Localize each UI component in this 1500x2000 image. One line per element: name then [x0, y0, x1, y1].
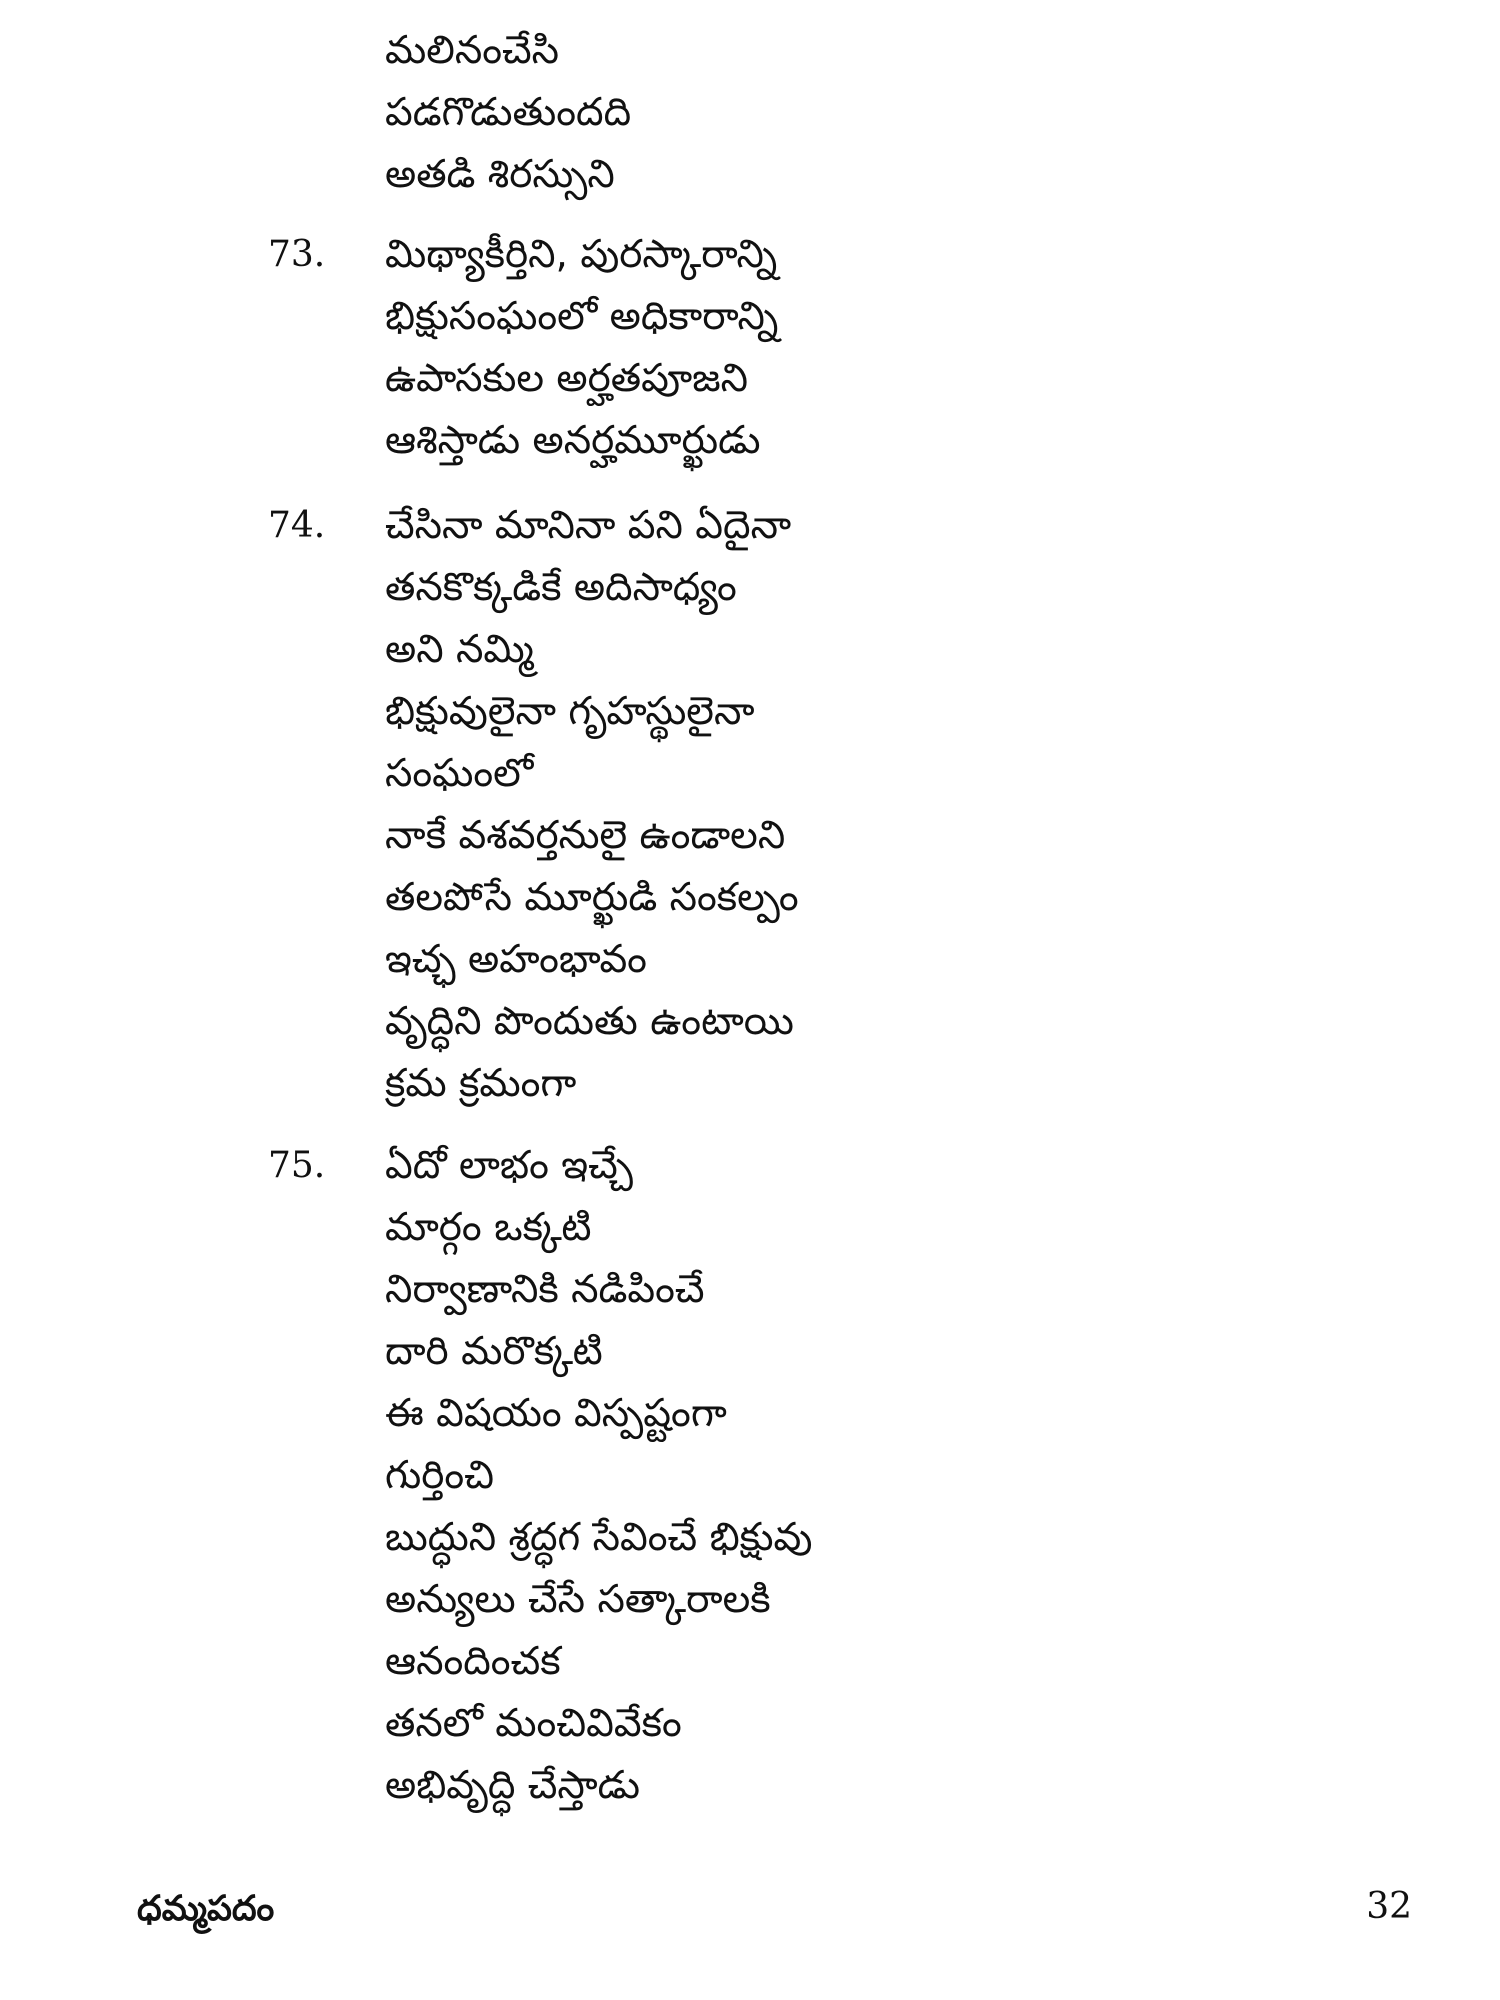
- verse-body: [385, 1135, 812, 1817]
- verse-line: మార్గం ఒక్కటి: [385, 1205, 592, 1250]
- verse-line: మలినంచేసి: [385, 28, 560, 73]
- verse-number: 74.: [268, 505, 326, 546]
- verse-line: దారి మరొక్కటి: [385, 1329, 603, 1374]
- verse-line: ఉపాసకుల అర్హతపూజని: [385, 356, 749, 401]
- verse-line: తలపోసే మూర్ఖుడి సంకల్పం: [385, 875, 799, 920]
- verse-line: అభివృద్ధి చేస్తాడు: [385, 1763, 640, 1808]
- verse-line: ఆనందించక: [385, 1639, 561, 1684]
- verse-line: నాకే వశవర్తనులై ఉండాలని: [385, 813, 786, 858]
- verse-line: భిక్షుసంఘంలో అధికారాన్ని: [385, 294, 779, 339]
- verse-line: గుర్తించి: [385, 1453, 495, 1498]
- continued-verse: [385, 20, 631, 206]
- verse-body: [385, 495, 799, 1115]
- verse-line: అని నమ్మి: [385, 627, 534, 672]
- verse-line: పడగొడుతుందది: [385, 90, 632, 135]
- verse-line: వృద్ధిని పొందుతు ఉంటాయి: [385, 999, 794, 1044]
- verse-line: మిథ్యాకీర్తిని, పురస్కారాన్ని: [385, 232, 778, 277]
- verse-line: ఈ విషయం విస్పష్టంగా: [385, 1391, 727, 1436]
- verse-line: ఆశిస్తాడు అనర్హమూర్ఖుడు: [385, 418, 761, 463]
- verse-line: నిర్వాణానికి నడిపించే: [385, 1267, 705, 1312]
- verse-body: [385, 224, 778, 472]
- verse-line: బుద్ధుని శ్రద్ధగ సేవించే భిక్షువు: [385, 1515, 813, 1560]
- book-title: ధమ్మపదం: [137, 1889, 275, 1929]
- verse-line: ఏదో లాభం ఇచ్చే: [385, 1143, 633, 1188]
- verse-line: తనకొక్కడికే అదిసాధ్యం: [385, 565, 737, 610]
- verse-line: ఇచ్ఛ అహంభావం: [385, 937, 647, 982]
- verse-line: చేసినా మానినా పని ఏదైనా: [385, 503, 792, 548]
- verse-number: 73.: [268, 234, 326, 275]
- verse-line: క్రమ క్రమంగా: [385, 1061, 577, 1106]
- page-number: 32: [1366, 1886, 1412, 1927]
- verse-line: అతడి శిరస్సుని: [385, 152, 615, 197]
- verse-line: సంఘంలో: [385, 751, 534, 796]
- verse-line: భిక్షువులైనా గృహస్థులైనా: [385, 689, 755, 734]
- verse-line: తనలో మంచివివేకం: [385, 1701, 682, 1746]
- verse-line: అన్యులు చేసే సత్కారాలకి: [385, 1577, 771, 1622]
- verse-number: 75.: [268, 1145, 326, 1186]
